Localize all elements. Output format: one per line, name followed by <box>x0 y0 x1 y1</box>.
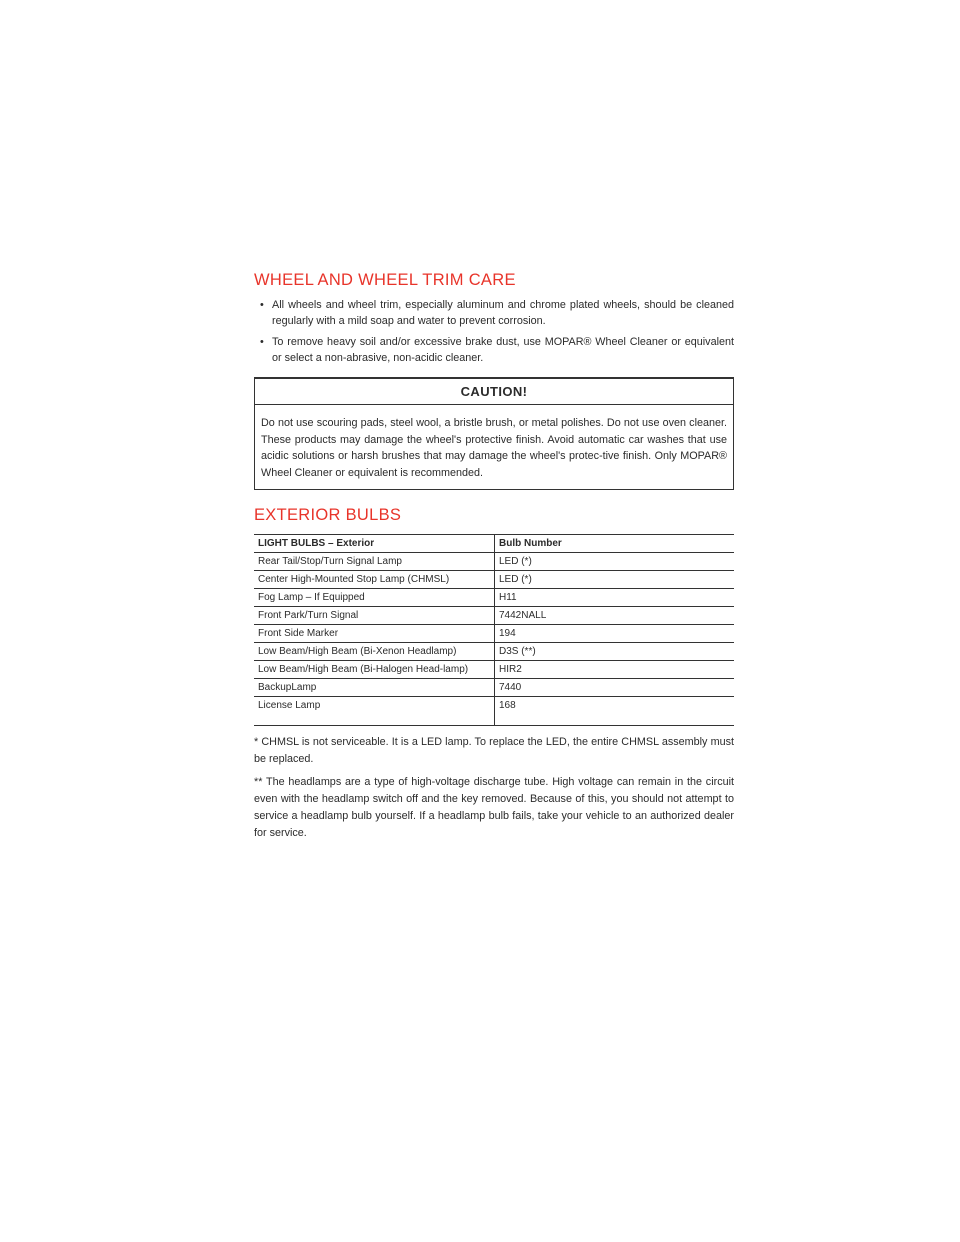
wheel-care-list <box>254 297 734 366</box>
table-row <box>254 589 734 607</box>
table-header-row <box>254 535 734 553</box>
list-item <box>254 297 734 329</box>
bulb-location: Fog Lamp – If Equipped <box>254 589 495 607</box>
bulb-number: LED (*) <box>495 571 735 589</box>
column-header-light-bulbs: LIGHT BULBS – Exterior <box>254 535 495 553</box>
caution-box <box>254 377 734 490</box>
bulb-location: Center High-Mounted Stop Lamp (CHMSL) <box>254 571 495 589</box>
table-row <box>254 661 734 679</box>
bulb-number: LED (*) <box>495 553 735 571</box>
bulb-location: Low Beam/High Beam (Bi-Xenon Headlamp) <box>254 643 495 661</box>
bulb-location: Front Park/Turn Signal <box>254 607 495 625</box>
bullet-text: All wheels and wheel trim, especially aluminum and chrome plated wheels, should be cleaned regularly with a mild soap and water to prevent corrosion. <box>272 299 734 327</box>
bullet-text: To remove heavy soil and/or excessive brake dust, use MOPAR® Wheel Cleaner or equivalent or select a non-abrasive, non-acidic cleaner. <box>272 336 734 364</box>
bulb-location: BackupLamp <box>254 679 495 697</box>
bulb-location: Rear Tail/Stop/Turn Signal Lamp <box>254 553 495 571</box>
bulb-location: License Lamp <box>254 697 495 726</box>
page-content <box>254 270 734 842</box>
list-item <box>254 334 734 366</box>
table-row <box>254 679 734 697</box>
bulb-number: H11 <box>495 589 735 607</box>
caution-text: Do not use scouring pads, steel wool, a bristle brush, or metal polishes. Do not use oven cleaner. These products may damage the wheel's protective finish. Avoid automatic car washes that use acidic solutions or harsh brushes that may damage the wheel's protec-tive finish. Only MOPAR® Wheel Cleaner or equivalent is recommended. <box>261 417 727 479</box>
column-header-bulb-number: Bulb Number <box>495 535 735 553</box>
bulb-number: D3S (**) <box>495 643 735 661</box>
wheel-care-heading: WHEEL AND WHEEL TRIM CARE <box>254 271 516 289</box>
footnote-chmsl: * CHMSL is not serviceable. It is a LED lamp. To replace the LED, the entire CHMSL assembly must be replaced. <box>254 736 734 765</box>
table-row <box>254 571 734 589</box>
bulb-number: 7440 <box>495 679 735 697</box>
footnote-headlamps: ** The headlamps are a type of high-voltage discharge tube. High voltage can remain in the circuit even with the headlamp switch off and the key removed. Because of this, you should not attempt to service a headlamp bulb yourself. If a headlamp bulb fails, take your vehicle to an authorized dealer for service. <box>254 776 734 839</box>
bulb-number: 7442NALL <box>495 607 735 625</box>
table-row <box>254 553 734 571</box>
bulb-number: 194 <box>495 625 735 643</box>
bullet-icon: • <box>260 299 264 311</box>
table-row <box>254 697 734 726</box>
table-row <box>254 643 734 661</box>
bulbs-table <box>254 534 734 726</box>
caution-heading: CAUTION! <box>255 379 733 405</box>
exterior-bulbs-heading: EXTERIOR BULBS <box>254 506 402 524</box>
bullet-icon: • <box>260 336 264 348</box>
table-row <box>254 607 734 625</box>
bulb-number: HIR2 <box>495 661 735 679</box>
bulb-location: Front Side Marker <box>254 625 495 643</box>
bulb-number: 168 <box>495 697 735 726</box>
bulb-location: Low Beam/High Beam (Bi-Halogen Head-lamp) <box>254 661 495 679</box>
table-row <box>254 625 734 643</box>
